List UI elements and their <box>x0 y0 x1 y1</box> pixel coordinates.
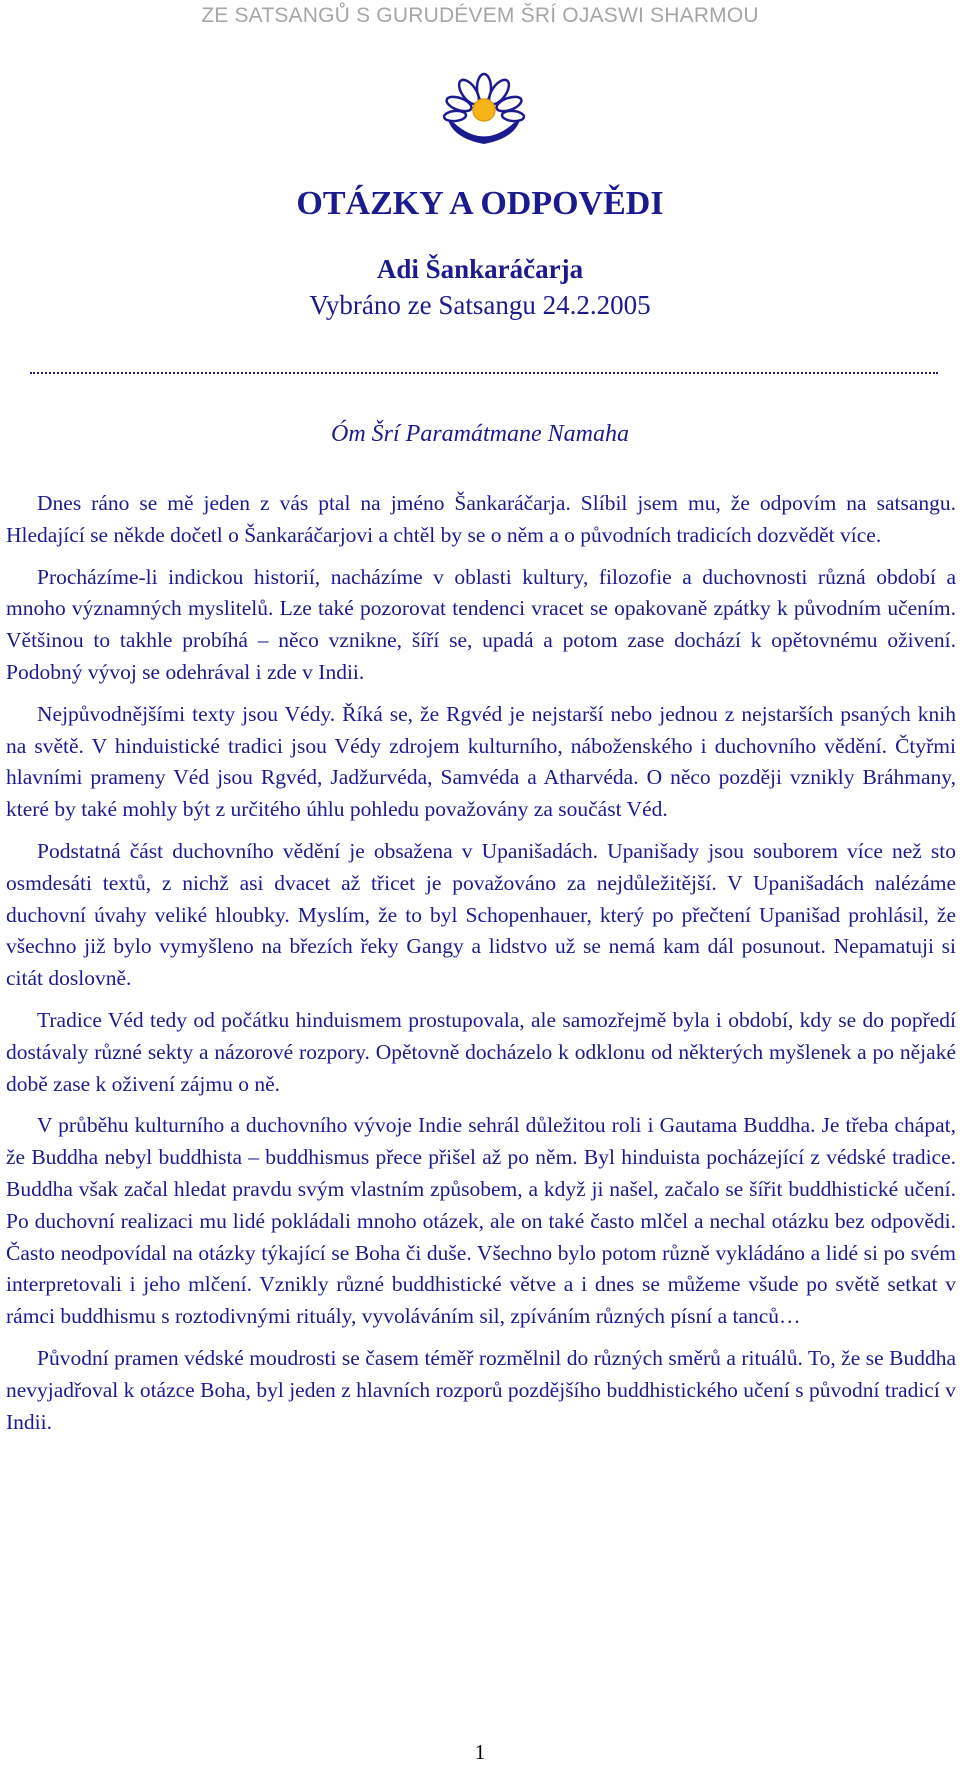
running-header: ZE SATSANGŮ S GURUDÉVEM ŠRÍ OJASWI SHARMOU <box>201 4 759 27</box>
dotted-separator <box>30 372 938 374</box>
invocation-line: Óm Šrí Paramátmane Namaha <box>331 421 629 447</box>
paragraph: V průběhu kulturního a duchovního vývoje Indie sehrál důležitou roli i Gautama Buddha. Je třeba chápat, že Buddha nebyl buddhista – buddhismus přece přišel až po něm. Byl hinduista pocházející z védské tradice. Buddha však začal hledat pravdu svým vlastním způsobem, a když ji našel, začalo se šířit buddhistické učení. Po duchovní realizaci mu lidé pokládali mnoho otázek, ale on také často mlčel a nechal otázku bez odpovědi. Často neodpovídal na otázky týkající se Boha či duše. Všechno bylo potom různě vykládáno a lidé si po svém interpretovali i jeho mlčení. Vznikly různé buddhistické větve a i dnes se můžeme všude po světě setkat v rámci buddhismu s roztodivnými rituály, vyvoláváním sil, zpíváním různých písní a tanců… <box>6 1113 956 1329</box>
paragraph: Procházíme-li indickou historií, nacházíme v oblasti kultury, filozofie a duchovnosti různá období a mnoho významných myslitelů. Lze také pozorovat tendenci vracet se opakovaně zpátky k původním učením. Většinou to takhle probíhá – něco vznikne, šíří se, upadá a potom zase dochází k opětovnému oživení. Podobný vývoj se odehrával i zde v Indii. <box>6 564 956 684</box>
paragraph: Dnes ráno se mě jeden z vás ptal na jméno Šankaráčarja. Slíbil jsem mu, že odpovím na satsangu. Hledající se někde dočetl o Šankaráčarjovi a chtěl by se o něm a o původních tradicích dozvědět více. <box>6 491 956 547</box>
document-title: OTÁZKY A ODPOVĚDI <box>296 185 664 222</box>
paragraph: Nejpůvodnějšími texty jsou Védy. Říká se, že Rgvéd je nejstarší nebo jednou z nejstarších psaných knih na světě. V hinduistické tradici jsou Védy zdrojem kulturního, náboženského i duchovního vědění. Čtyřmi hlavními prameny Véd jsou Rgvéd, Jadžurvéda, Samvéda a Atharvéda. O něco později vznikly Bráhmany, které by také mohly být z určitého úhlu pohledu považovány za součást Véd. <box>6 701 956 822</box>
paragraph: Původní pramen védské moudrosti se časem téměř rozmělnil do různých směrů a rituálů. To, že se Buddha nevyjadřoval k otázce Boha, byl jeden z hlavních rozporů pozdějšího buddhistického učení s původní tradicí v Indii. <box>6 1345 956 1434</box>
document-subtitle: Adi Šankaráčarja <box>376 254 584 284</box>
paragraph: Podstatná část duchovního vědění je obsažena v Upanišadách. Upanišady jsou souborem více než sto osmdesáti textů, z nichž asi dvacet až třicet je považováno za nejdůležitější. V Upanišadách nalézáme duchovní úvahy veliké hloubky. Myslím, že to byl Schopenhauer, který po přečtení Upanišad prohlásil, že všechno již bylo vymyšleno na březích řeky Gangy a lidstvo už se nemá kam dál posunout. Nepamatuji si citát doslovně. <box>6 838 956 991</box>
lotus-flower-logo <box>443 72 525 150</box>
source-date-line: Vybráno ze Satsangu 24.2.2005 <box>309 290 651 320</box>
body-text <box>6 488 956 1448</box>
page-number: 1 <box>474 1740 486 1764</box>
paragraph: Tradice Véd tedy od počátku hinduismem prostupovala, ale samozřejmě byla i období, kdy se do popředí dostávaly různé sekty a názorové rozpory. Opětovně docházelo k odklonu od některých myšlenek a po nějaké době zase k oživení zájmu o ně. <box>6 1007 956 1096</box>
